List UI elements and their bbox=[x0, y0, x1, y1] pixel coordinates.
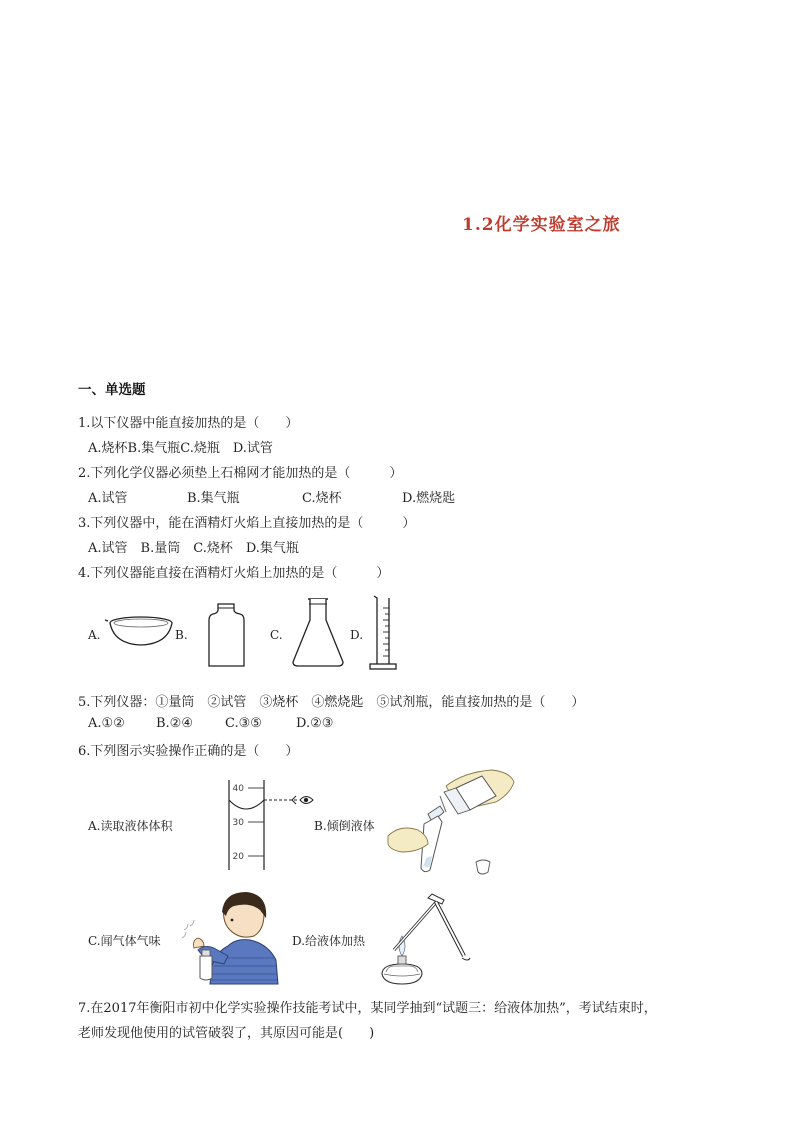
question-2-option-c: C.烧杯 bbox=[302, 491, 342, 506]
conical-flask-icon bbox=[290, 596, 346, 668]
question-2-option-a: A.试管 bbox=[88, 491, 128, 506]
question-6-stem: 6.下列图示实验操作正确的是（ ） bbox=[78, 744, 299, 759]
question-7-stem-line2: 老师发现他使用的试管破裂了，其原因可能是( ) bbox=[78, 1026, 375, 1041]
evaporating-dish-icon bbox=[106, 612, 176, 652]
question-2-option-b: B.集气瓶 bbox=[187, 491, 240, 506]
question-6-option-d: D.给液体加热 bbox=[292, 934, 366, 948]
question-4-option-a: A. bbox=[88, 628, 101, 642]
question-3-options: A.试管 B.量筒 C.烧杯 D.集气瓶 bbox=[88, 541, 299, 556]
question-5-option-c: C.③⑤ bbox=[225, 716, 262, 731]
question-5-option-a: A.①② bbox=[88, 716, 125, 731]
question-2-option-d: D.燃烧匙 bbox=[402, 491, 456, 506]
question-4-stem: 4.下列仪器能直接在酒精灯火焰上加热的是（ ） bbox=[78, 566, 390, 581]
question-4-option-c: C. bbox=[270, 628, 283, 642]
cylinder-tick-label: 30 bbox=[232, 818, 244, 828]
eye-icon bbox=[300, 797, 313, 804]
question-6-option-a: A.读取液体体积 bbox=[88, 819, 173, 833]
question-4-option-d: D. bbox=[350, 628, 364, 642]
heating-liquid-illustration bbox=[372, 890, 476, 986]
graduated-cylinder-icon bbox=[368, 594, 398, 672]
question-1-stem: 1.以下仪器中能直接加热的是（ ） bbox=[78, 416, 299, 431]
question-6-option-b: B.倾倒液体 bbox=[314, 819, 375, 833]
cylinder-tick-label: 40 bbox=[232, 784, 244, 794]
section-heading: 一、单选题 bbox=[78, 382, 146, 398]
question-6-option-c: C.闻气体气味 bbox=[88, 934, 161, 948]
cylinder-tick-label: 20 bbox=[232, 852, 244, 862]
pouring-liquid-illustration bbox=[384, 766, 524, 878]
question-3-stem: 3.下列仪器中，能在酒精灯火焰上直接加热的是（ ） bbox=[78, 516, 416, 531]
question-4-option-b: B. bbox=[175, 628, 188, 642]
question-1-options: A.烧杯B.集气瓶C.烧瓶 D.试管 bbox=[88, 441, 273, 456]
smelling-gas-illustration bbox=[180, 890, 284, 986]
page-title: 1.2化学实验室之旅 bbox=[462, 215, 621, 235]
question-5-stem: 5.下列仪器：①量筒 ②试管 ③烧杯 ④燃烧匙 ⑤试剂瓶，能直接加热的是（ ） bbox=[78, 695, 585, 710]
gas-collecting-bottle-icon bbox=[206, 602, 246, 668]
cylinder-reading-diagram bbox=[222, 778, 318, 874]
question-5-option-d: D.②③ bbox=[296, 716, 334, 731]
question-2-stem: 2.下列化学仪器必须垫上石棉网才能加热的是（ ） bbox=[78, 466, 403, 481]
question-7-stem-line1: 7.在2017年衡阳市初中化学实验操作技能考试中，某同学抽到“试题三：给液体加热”，考试结束时， bbox=[78, 1001, 657, 1016]
question-5-option-b: B.②④ bbox=[156, 716, 193, 731]
